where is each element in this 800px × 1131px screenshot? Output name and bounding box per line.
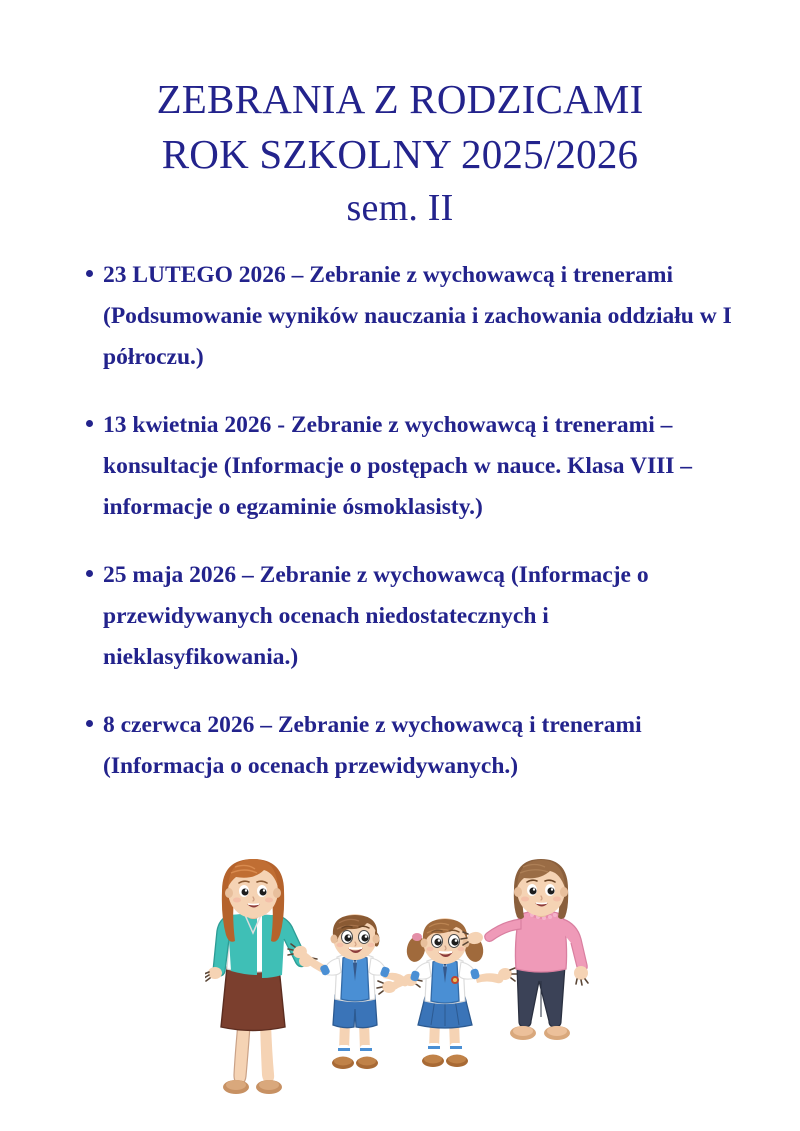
meeting-entry-1: 23 LUTEGO 2026 – Zebranie z wychowawcą i trenerami (Podsumowanie wyników nauczania i zachowania oddziału w I półroczu.) <box>103 262 732 370</box>
bullet-point-icon <box>86 720 93 727</box>
meeting-entry-3: 25 maja 2026 – Zebranie z wychowawcą (Informacje o przewidywanych ocenach niedostatecznych i nieklasyfikowania.) <box>103 562 649 670</box>
bullet-point-icon <box>86 570 93 577</box>
figure-boy <box>288 914 422 1069</box>
meeting-entry-2: 13 kwietnia 2026 - Zebranie z wychowawcą i trenerami – konsultacje (Informacje o postępach w nauce. Klasa VIII – informacje o egzaminie ósmoklasisty.) <box>103 412 693 520</box>
list-item <box>0 255 800 378</box>
title-line-3-semester: sem. II <box>346 187 454 229</box>
list-item <box>0 555 800 678</box>
meetings-list <box>0 255 800 787</box>
figure-woman-left <box>205 859 317 1094</box>
title-line-2: ROK SZKOLNY 2025/2026 <box>161 131 639 177</box>
list-item <box>0 405 800 528</box>
figure-girl <box>377 918 517 1067</box>
title-line-1: ZEBRANIA Z RODZICAMI <box>156 76 644 122</box>
meeting-entry-4: 8 czerwca 2026 – Zebranie z wychowawcą i trenerami (Informacja o ocenach przewidywanych.) <box>103 712 642 779</box>
family-illustration-graphic <box>205 855 595 1105</box>
bullet-point-icon <box>86 270 93 277</box>
bullet-point-icon <box>86 420 93 427</box>
family-illustration <box>205 855 595 1105</box>
list-item <box>0 705 800 787</box>
page-title <box>0 72 800 234</box>
